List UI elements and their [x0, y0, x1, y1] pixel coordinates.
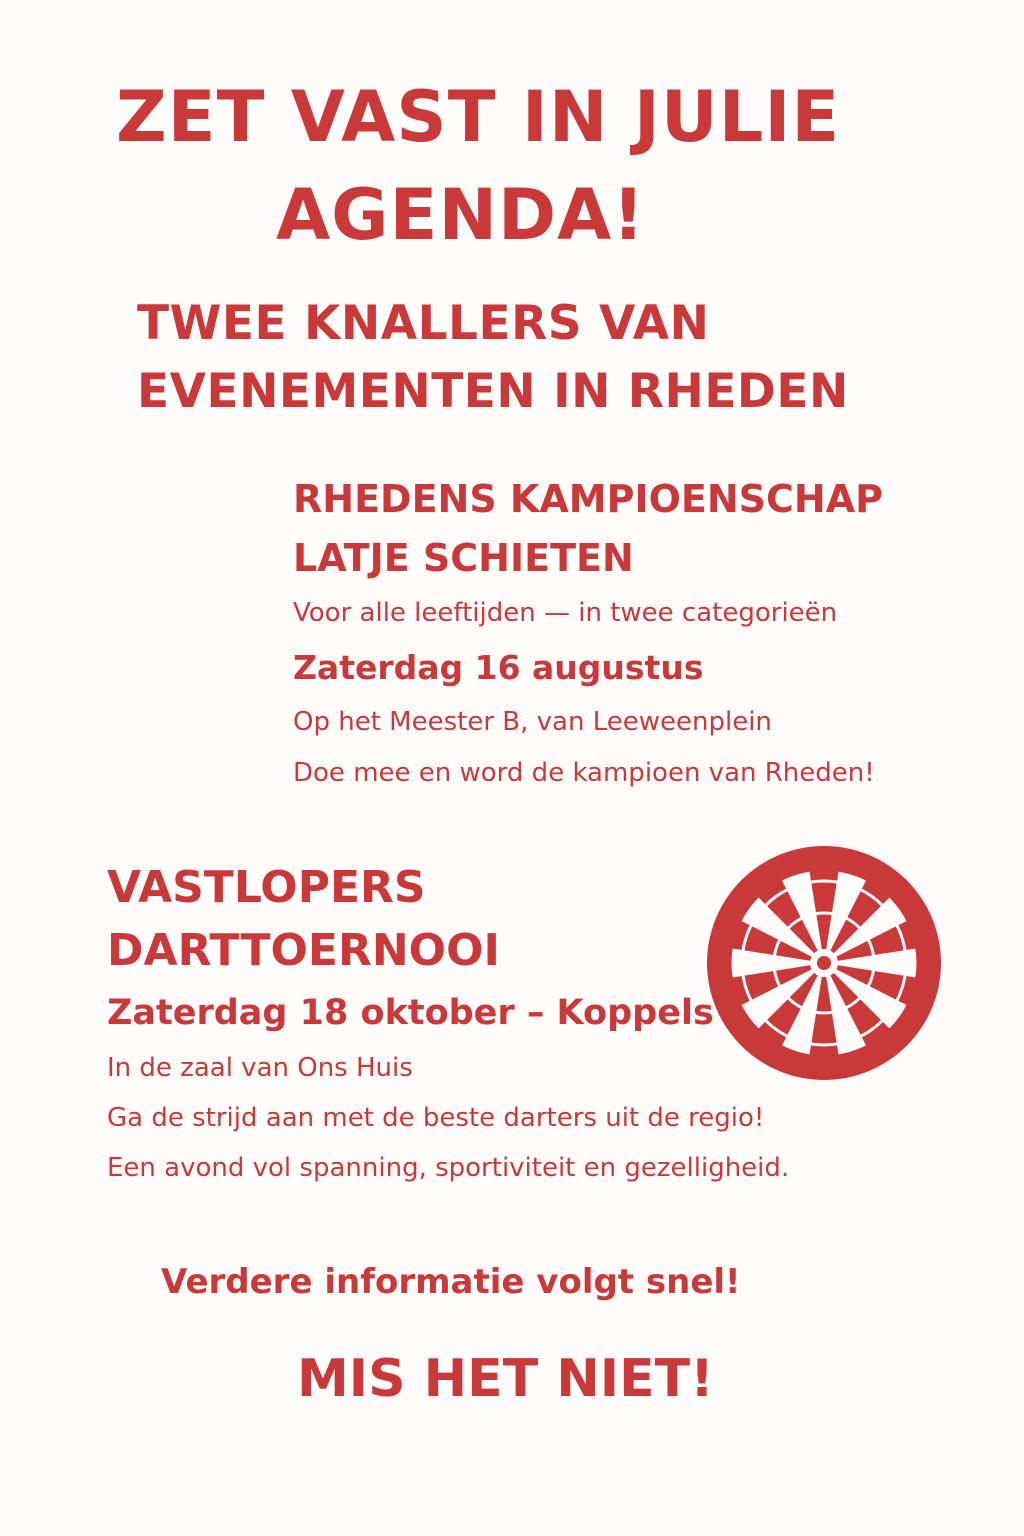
footer-info: Verdere informatie volgt snel! — [161, 1262, 741, 1302]
headline-line-1: ZET VAST IN JULIE — [116, 76, 841, 158]
event1-title-line-1: RHEDENS KAMPIOENSCHAP — [293, 477, 883, 521]
event2-line-1: Ga de strijd aan met de beste darters uit de regio! — [107, 1103, 765, 1133]
event1-date: Zaterdag 16 augustus — [293, 648, 704, 687]
subheadline-line-2: EVENEMENTEN IN RHEDEN — [137, 364, 849, 419]
subheadline-line-1: TWEE KNALLERS VAN — [137, 296, 710, 351]
dartboard-icon — [706, 845, 942, 1081]
event2-date: Zaterdag 18 oktober – Koppels — [107, 993, 714, 1033]
event2-title-line-1: VASTLOPERS — [107, 862, 426, 913]
event2-line-2: Een avond vol spanning, sportiviteit en gezelligheid. — [107, 1153, 790, 1183]
event2-title-line-2: DARTTOERNOOI — [107, 925, 500, 976]
event1-title-line-2: LATJE SCHIETEN — [293, 536, 634, 580]
event1-audience: Voor alle leeftijden — in twee categorieën — [293, 598, 838, 628]
headline-line-2: AGENDA! — [276, 174, 646, 256]
event1-call: Doe mee en word de kampioen van Rheden! — [293, 758, 875, 788]
footer-cta: MIS HET NIET! — [297, 1349, 714, 1409]
event2-location: In de zaal van Ons Huis — [107, 1053, 413, 1083]
event1-location: Op het Meester B, van Leeweenplein — [293, 707, 772, 737]
